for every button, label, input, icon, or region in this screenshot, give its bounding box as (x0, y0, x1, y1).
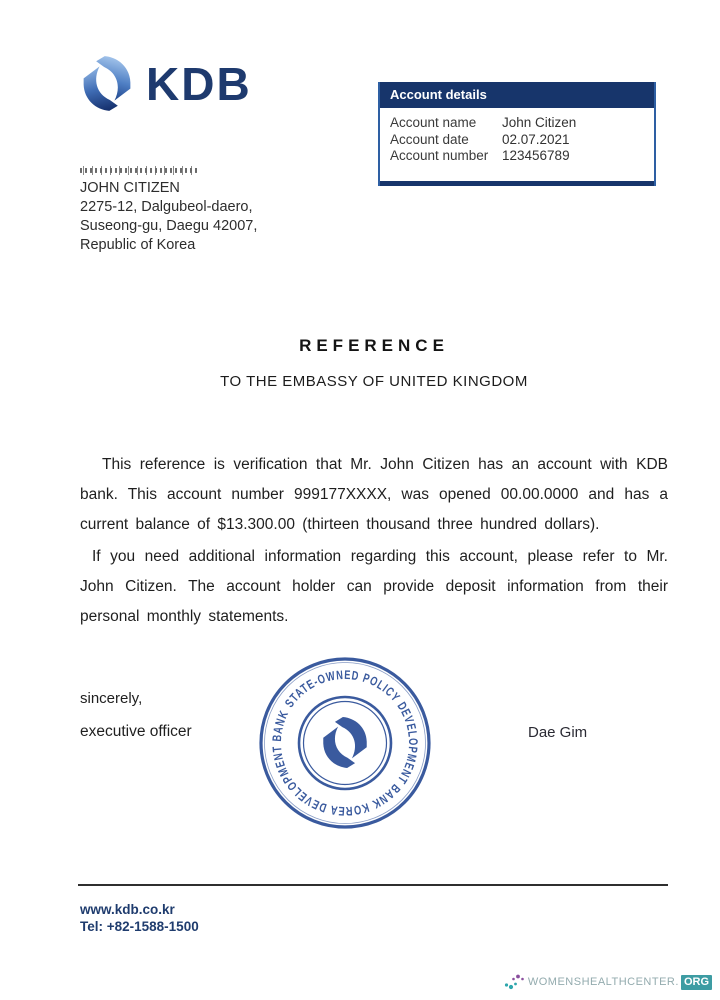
stamp-ring-text: STATE-OWNED POLICY DEVELOPMENT BANK KOREA DEVELOPMENT BANK (269, 667, 421, 819)
letter-subtitle: TO THE EMBASSY OF UNITED KINGDOM (220, 373, 528, 390)
recipient-address-line2: Suseong-gu, Daegu 42007, (80, 218, 258, 234)
account-number-row (390, 148, 644, 165)
footer-divider (78, 884, 668, 886)
account-details-bottom-bar (380, 181, 654, 186)
kdb-diamond-icon (78, 55, 136, 112)
svg-text:STATE-OWNED POLICY DEVELOPMENT (258, 656, 432, 830)
account-name-value: John Citizen (502, 115, 577, 130)
footer-phone: Tel: +82-1588-1500 (80, 919, 199, 934)
recipient-address-block (80, 166, 257, 255)
account-date-label: Account date (390, 131, 469, 147)
watermark-text: WOMENSHEALTHCENTER. (527, 976, 679, 988)
letter-closing: sincerely, (80, 690, 143, 707)
kdb-logo-text: KDB (146, 57, 252, 110)
account-date-row (390, 132, 644, 149)
bank-seal-stamp (258, 656, 432, 830)
signer-title: executive officer (80, 723, 192, 740)
account-name-row (390, 115, 644, 132)
recipient-name: JOHN CITIZEN (80, 180, 180, 196)
recipient-address-line3: Republic of Korea (80, 237, 196, 253)
watermark-dots-icon (504, 972, 526, 992)
kdb-logo (78, 55, 252, 112)
account-name-label: Account name (390, 115, 477, 130)
signer-name: Dae Gim (528, 724, 588, 741)
footer-contact-block (80, 901, 199, 935)
redacted-text-line (80, 166, 198, 175)
account-date-value: 02.07.2021 (502, 131, 570, 147)
account-details-box (378, 82, 656, 186)
site-watermark (504, 972, 712, 992)
stamp-center-kdb-icon (323, 717, 366, 768)
account-number-value: 123456789 (502, 148, 570, 163)
letter-paragraph-2: If you need additional information regarding this account, please refer to Mr. John Citizen. The account holder can provide deposit information from their personal monthly statements. (80, 548, 668, 625)
recipient-address-line1: 2275-12, Dalgubeol-daero, (80, 199, 253, 215)
letter-title: REFERENCE (299, 336, 449, 355)
watermark-org-badge: ORG (681, 975, 712, 990)
account-details-title: Account details (380, 82, 654, 108)
account-details-body (380, 108, 654, 165)
footer-website: www.kdb.co.kr (80, 902, 175, 917)
account-number-label: Account number (390, 148, 489, 163)
letter-paragraph-1: This reference is verification that Mr. John Citizen has an account with KDB bank. This account number 999177XXXX, was opened 00.00.0000 and has a current balance of $13.300.00 (thirteen thousand three hundred dollars). (80, 456, 668, 533)
